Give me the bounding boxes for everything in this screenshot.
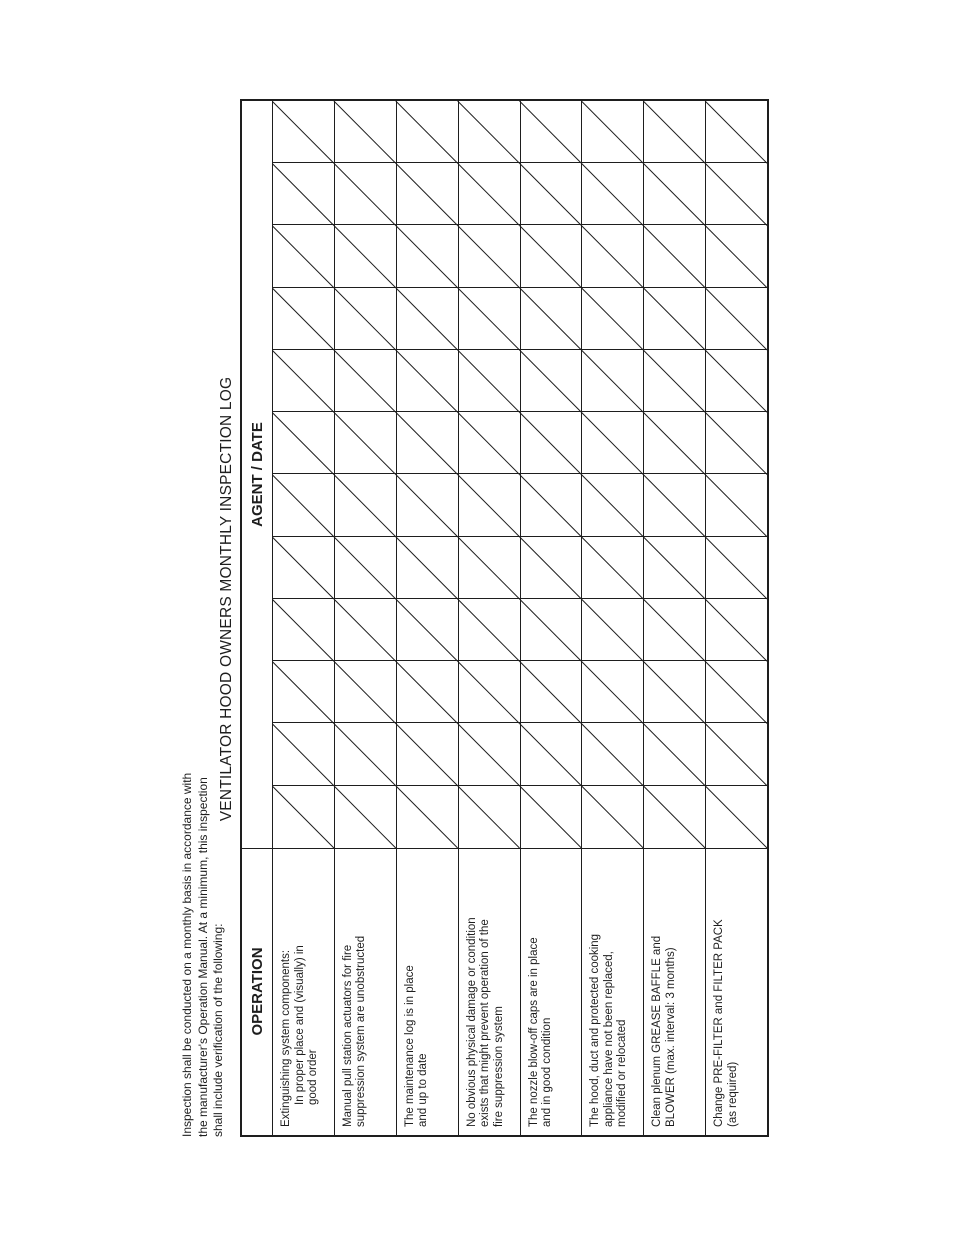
agent-date-cell-diagonal[interactable]: [272, 537, 334, 599]
operation-item-line: good order: [307, 1049, 319, 1105]
agent-date-cell-diagonal[interactable]: [643, 226, 705, 288]
agent-date-cell-diagonal[interactable]: [334, 661, 396, 723]
agent-date-cell-diagonal[interactable]: [334, 537, 396, 599]
agent-date-cell-diagonal[interactable]: [581, 101, 643, 163]
operation-item: [404, 855, 431, 1127]
agent-date-cell-diagonal[interactable]: [581, 599, 643, 661]
operation-item-line: and in good condition: [541, 1017, 553, 1127]
operation-item-line: suppression system are unobstructed: [355, 935, 368, 1127]
intro-line: shall include verification of the following:: [211, 923, 225, 1137]
agent-date-cell-diagonal[interactable]: [643, 537, 705, 599]
agent-date-cell-diagonal[interactable]: [334, 724, 396, 786]
agent-date-cell-diagonal[interactable]: [581, 724, 643, 786]
agent-date-cell-diagonal[interactable]: [520, 163, 582, 225]
operation-item-line: Change PRE-FILTER and FILTER PACK: [713, 919, 726, 1127]
agent-date-cell-diagonal[interactable]: [520, 412, 582, 474]
agent-date-cell-diagonal[interactable]: [520, 661, 582, 723]
agent-date-cell-diagonal[interactable]: [272, 101, 334, 163]
agent-date-cell-diagonal[interactable]: [581, 537, 643, 599]
operation-item-line: appliance have not been replaced,: [602, 951, 615, 1127]
operation-item-line: exists that might prevent operation of the: [479, 919, 492, 1127]
agent-date-cell-diagonal[interactable]: [458, 226, 520, 288]
operation-item-line: Clean plenum GREASE BAFFLE and: [651, 935, 664, 1127]
operation-item: [466, 855, 507, 1127]
agent-date-cell-diagonal[interactable]: [705, 163, 767, 225]
agent-date-cell-diagonal[interactable]: [272, 412, 334, 474]
agent-date-cell-diagonal[interactable]: [705, 101, 767, 163]
agent-date-cell-diagonal[interactable]: [396, 786, 458, 848]
agent-date-cell-diagonal[interactable]: [458, 412, 520, 474]
agent-date-cell-diagonal[interactable]: [581, 163, 643, 225]
agent-date-cell-diagonal[interactable]: [705, 288, 767, 350]
agent-date-cell-diagonal[interactable]: [334, 599, 396, 661]
agent-date-cell-diagonal[interactable]: [705, 537, 767, 599]
agent-date-cell-diagonal[interactable]: [581, 661, 643, 723]
operation-item-line: Manual pull station actuators for fire: [341, 944, 354, 1127]
agent-date-cell-diagonal[interactable]: [458, 599, 520, 661]
agent-date-cell-diagonal[interactable]: [581, 350, 643, 412]
agent-date-cell-diagonal[interactable]: [643, 412, 705, 474]
agent-date-cell-diagonal[interactable]: [705, 786, 767, 848]
agent-date-cell-diagonal[interactable]: [458, 101, 520, 163]
agent-date-cell-diagonal[interactable]: [643, 163, 705, 225]
agent-date-cell-diagonal[interactable]: [396, 163, 458, 225]
agent-date-cell-diagonal[interactable]: [334, 288, 396, 350]
agent-date-cell-diagonal[interactable]: [396, 288, 458, 350]
operation-item-line: modified or relocated: [616, 1019, 629, 1127]
operation-column-divider: [242, 848, 767, 849]
agent-date-cell-diagonal[interactable]: [705, 475, 767, 537]
agent-date-cell-diagonal[interactable]: [643, 724, 705, 786]
agent-date-cell-diagonal[interactable]: [272, 786, 334, 848]
agent-date-cell-diagonal[interactable]: [396, 226, 458, 288]
agent-date-cell-diagonal[interactable]: [334, 163, 396, 225]
operation-item: [589, 855, 630, 1127]
operation-item-line: No obvious physical damage or condition: [465, 917, 478, 1127]
agent-date-cell-diagonal[interactable]: [520, 226, 582, 288]
agent-date-cell-diagonal[interactable]: [272, 288, 334, 350]
agent-date-cell-diagonal[interactable]: [272, 599, 334, 661]
agent-date-cell-diagonal[interactable]: [705, 724, 767, 786]
agent-date-cell-diagonal[interactable]: [334, 475, 396, 537]
inspection-log-table: [240, 99, 769, 1137]
agent-date-cell-diagonal[interactable]: [643, 786, 705, 848]
operation-item: [528, 855, 555, 1127]
operation-item-line: BLOWER (max. interval: 3 months): [664, 947, 677, 1127]
agent-date-cell-diagonal[interactable]: [581, 288, 643, 350]
agent-date-cell-diagonal[interactable]: [272, 724, 334, 786]
agent-date-cell-diagonal[interactable]: [458, 786, 520, 848]
agent-date-cell-diagonal[interactable]: [520, 724, 582, 786]
agent-date-cell-diagonal[interactable]: [705, 226, 767, 288]
agent-date-cell-diagonal[interactable]: [520, 537, 582, 599]
agent-date-cell-diagonal[interactable]: [458, 537, 520, 599]
agent-date-cell-diagonal[interactable]: [458, 724, 520, 786]
agent-date-cell-diagonal[interactable]: [396, 661, 458, 723]
agent-date-cell-diagonal[interactable]: [334, 786, 396, 848]
operation-item: [651, 855, 678, 1127]
agent-date-cell-diagonal[interactable]: [520, 599, 582, 661]
agent-date-cell-diagonal[interactable]: [334, 226, 396, 288]
agent-date-cell-diagonal[interactable]: [458, 288, 520, 350]
agent-date-cell-diagonal[interactable]: [396, 350, 458, 412]
agent-date-cell-diagonal[interactable]: [396, 412, 458, 474]
agent-date-cell-diagonal[interactable]: [520, 786, 582, 848]
agent-date-cell-diagonal[interactable]: [396, 475, 458, 537]
operation-item-line: The maintenance log is in place: [403, 965, 416, 1127]
agent-date-cell-diagonal[interactable]: [520, 101, 582, 163]
agent-date-cell-diagonal[interactable]: [458, 475, 520, 537]
agent-date-cell-diagonal[interactable]: [705, 350, 767, 412]
agent-date-cell-diagonal[interactable]: [643, 288, 705, 350]
operation-column-header: OPERATION: [248, 947, 266, 1036]
agent-date-cell-diagonal[interactable]: [272, 226, 334, 288]
agent-date-cell-diagonal[interactable]: [458, 163, 520, 225]
operation-item-line: fire suppression system: [492, 1006, 505, 1127]
agent-date-grid: [272, 101, 767, 848]
agent-date-cell-diagonal[interactable]: [396, 724, 458, 786]
operation-item-line: (as required): [726, 1061, 739, 1127]
agent-date-cell-diagonal[interactable]: [643, 661, 705, 723]
operation-item-line: The hood, duct and protected cooking: [589, 933, 602, 1127]
operation-item: [280, 855, 321, 1127]
agent-date-cell-diagonal[interactable]: [705, 599, 767, 661]
agent-date-cell-diagonal[interactable]: [520, 350, 582, 412]
agent-date-cell-diagonal[interactable]: [272, 163, 334, 225]
agent-date-cell-diagonal[interactable]: [581, 412, 643, 474]
page-title: VENTILATOR HOOD OWNERS MONTHLY INSPECTION LOG: [218, 376, 235, 822]
operation-item-line: The nozzle blow-off caps are in place: [527, 937, 540, 1127]
agent-date-cell-diagonal[interactable]: [643, 350, 705, 412]
agent-date-cell-diagonal[interactable]: [396, 599, 458, 661]
operation-item-line: Extinguishing system components:: [280, 949, 292, 1127]
agent-date-cell-diagonal[interactable]: [581, 226, 643, 288]
agent-date-cell-diagonal[interactable]: [643, 101, 705, 163]
agent-date-cell-diagonal[interactable]: [581, 786, 643, 848]
agent-date-cell-diagonal[interactable]: [272, 661, 334, 723]
agent-date-cell-diagonal[interactable]: [272, 475, 334, 537]
agent-date-column-header: AGENT / DATE: [248, 422, 266, 527]
agent-date-cell-diagonal[interactable]: [705, 661, 767, 723]
intro-line: the manufacturer's Operation Manual. At a minimum, this inspection: [195, 777, 210, 1137]
agent-date-cell-diagonal[interactable]: [520, 288, 582, 350]
operation-item: [342, 855, 369, 1127]
operation-item: [713, 855, 740, 1127]
agent-date-cell-diagonal[interactable]: [458, 661, 520, 723]
agent-date-cell-diagonal[interactable]: [520, 475, 582, 537]
agent-date-cell-diagonal[interactable]: [334, 412, 396, 474]
intro-line: Inspection shall be conducted on a monthly basis in accordance with: [180, 772, 194, 1137]
operation-item-line: and up to date: [417, 1053, 430, 1127]
agent-date-cell-diagonal[interactable]: [334, 350, 396, 412]
agent-date-cell-diagonal[interactable]: [581, 475, 643, 537]
agent-date-cell-diagonal[interactable]: [334, 101, 396, 163]
agent-date-cell-diagonal[interactable]: [705, 412, 767, 474]
operation-item-line: In proper place and (visually) in: [293, 945, 306, 1105]
agent-date-cell-diagonal[interactable]: [458, 350, 520, 412]
agent-date-cell-diagonal[interactable]: [272, 350, 334, 412]
agent-date-cell-diagonal[interactable]: [396, 537, 458, 599]
agent-date-cell-diagonal[interactable]: [396, 101, 458, 163]
agent-date-cell-diagonal[interactable]: [643, 475, 705, 537]
agent-date-cell-diagonal[interactable]: [643, 599, 705, 661]
